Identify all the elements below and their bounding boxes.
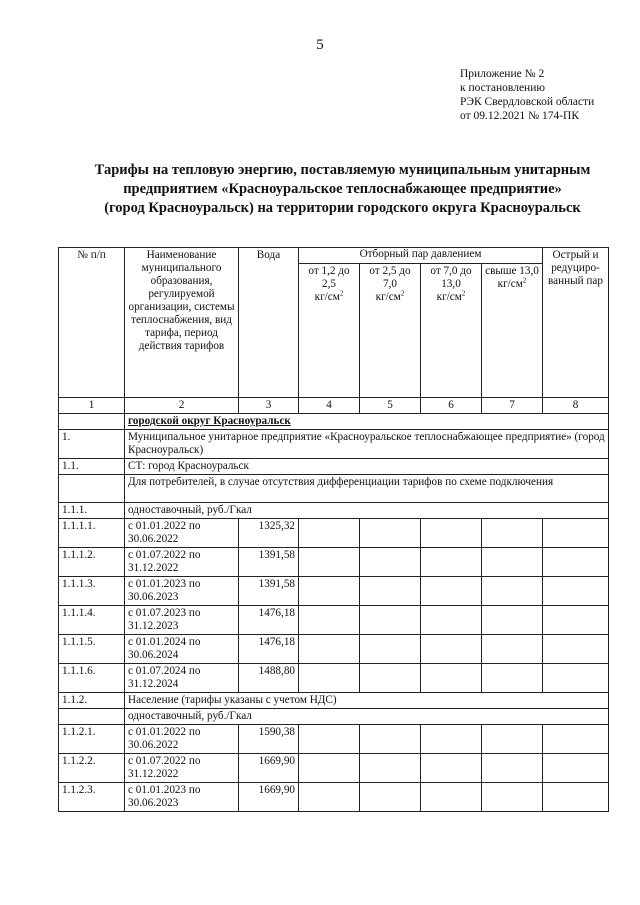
water-tariff: 1391,58 [239, 577, 299, 606]
col-number: 5 [360, 398, 421, 414]
appendix-line: от 09.12.2021 № 174-ПК [460, 110, 580, 122]
empty-cell [421, 577, 482, 606]
col-number: 6 [421, 398, 482, 414]
empty-cell [360, 635, 421, 664]
header-water: Вода [239, 248, 299, 398]
row-number: 1.1. [59, 459, 125, 475]
row-number: 1.1.1. [59, 503, 125, 519]
organization-row [59, 430, 609, 459]
empty-cell [482, 606, 543, 635]
table-row [59, 664, 609, 693]
empty-cell [360, 783, 421, 812]
empty-cell [543, 519, 609, 548]
empty-cell [421, 548, 482, 577]
header-pressure-2: от 2,5 до 7,0 $кг/см^2$ [360, 264, 421, 398]
empty-cell [360, 519, 421, 548]
table-row [59, 783, 609, 812]
water-tariff: 1669,90 [239, 783, 299, 812]
empty-cell [543, 577, 609, 606]
empty-cell [299, 754, 360, 783]
empty-cell [482, 635, 543, 664]
col-number: 8 [543, 398, 609, 414]
row-number: 1.1.1.1. [59, 519, 125, 548]
empty-cell [543, 606, 609, 635]
row-number: 1.1.2. [59, 693, 125, 709]
empty-cell [482, 754, 543, 783]
table-row [59, 725, 609, 754]
row-number: 1.1.1.2. [59, 548, 125, 577]
table-row [59, 635, 609, 664]
empty-cell [360, 577, 421, 606]
empty-cell [59, 414, 125, 430]
table-row [59, 548, 609, 577]
water-tariff: 1476,18 [239, 606, 299, 635]
table-row [59, 754, 609, 783]
col-number: 7 [482, 398, 543, 414]
consumers-row [59, 475, 609, 503]
district-row [59, 414, 609, 430]
empty-cell [543, 754, 609, 783]
title-line: (город Красноуральск) на территории городского округа Красноуральск [104, 200, 581, 216]
empty-cell [299, 635, 360, 664]
appendix-line: к постановлению [460, 82, 545, 94]
water-tariff: 1590,38 [239, 725, 299, 754]
empty-cell [482, 519, 543, 548]
empty-cell [482, 577, 543, 606]
header-steam-group: Отборный пар давлением [299, 248, 543, 264]
row-number: 1.1.2.1. [59, 725, 125, 754]
district-name: городской округ Красноуральск [125, 414, 609, 430]
row-number: 1.1.2.3. [59, 783, 125, 812]
empty-cell [299, 606, 360, 635]
header-sharp-steam: Острый и редуциро-ванный пар [543, 248, 609, 398]
table-row [59, 606, 609, 635]
row-period: с 01.01.2023 по 30.06.2023 [125, 577, 239, 606]
water-tariff: 1488,80 [239, 664, 299, 693]
water-tariff: 1325,32 [239, 519, 299, 548]
empty-cell [59, 709, 125, 725]
empty-cell [421, 754, 482, 783]
empty-cell [421, 783, 482, 812]
empty-cell [360, 548, 421, 577]
organization-name: Муниципальное унитарное предприятие «Красноуральское теплоснабжающее предприятие» (город Красноуральск) [125, 430, 609, 459]
row-number: 1.1.1.4. [59, 606, 125, 635]
row-period: с 01.07.2024 по 31.12.2024 [125, 664, 239, 693]
row-number: 1.1.1.6. [59, 664, 125, 693]
row-period: с 01.07.2023 по 31.12.2023 [125, 606, 239, 635]
empty-cell [421, 519, 482, 548]
col-number: 1 [59, 398, 125, 414]
empty-cell [421, 664, 482, 693]
row-period: с 01.01.2022 по 30.06.2022 [125, 725, 239, 754]
table-row [59, 519, 609, 548]
col-number: 2 [125, 398, 239, 414]
appendix-note [460, 67, 594, 123]
empty-cell [543, 548, 609, 577]
column-number-row [59, 398, 609, 414]
page-number: 5 [316, 37, 324, 53]
section-row [59, 709, 609, 725]
appendix-line: РЭК Свердловской области [460, 96, 595, 108]
empty-cell [543, 664, 609, 693]
row-period: с 01.07.2022 по 31.12.2022 [125, 754, 239, 783]
empty-cell [482, 725, 543, 754]
empty-cell [360, 606, 421, 635]
col-number: 3 [239, 398, 299, 414]
document-title [60, 161, 625, 218]
water-tariff: 1391,58 [239, 548, 299, 577]
empty-cell [360, 664, 421, 693]
population-row [59, 693, 609, 709]
section-row [59, 503, 609, 519]
header-pressure-1: от 1,2 до 2,5 $кг/см^2$ [299, 264, 360, 398]
empty-cell [299, 725, 360, 754]
empty-cell [482, 783, 543, 812]
row-number: 1.1.1.5. [59, 635, 125, 664]
empty-cell [543, 725, 609, 754]
system-name: СТ: город Красноуральск [125, 459, 609, 475]
header-name: Наименование муниципального образования, регулируемой организации, системы теплоснабжения, вид тарифа, период действия тарифов [125, 248, 239, 398]
water-tariff: 1476,18 [239, 635, 299, 664]
row-period: с 01.01.2024 по 30.06.2024 [125, 635, 239, 664]
empty-cell [421, 635, 482, 664]
table-row [59, 577, 609, 606]
section-name: одноставочный, руб./Гкал [125, 709, 609, 725]
row-number: 1.1.2.2. [59, 754, 125, 783]
empty-cell [299, 577, 360, 606]
header-num: № п/п [59, 248, 125, 398]
row-number: 1.1.1.3. [59, 577, 125, 606]
empty-cell [299, 664, 360, 693]
empty-cell [421, 606, 482, 635]
row-number: 1. [59, 430, 125, 459]
title-line: Тарифы на тепловую энергию, поставляемую муниципальным унитарным [94, 162, 591, 178]
row-period: с 01.01.2022 по 30.06.2022 [125, 519, 239, 548]
empty-cell [543, 635, 609, 664]
consumers-note: Для потребителей, в случае отсутствия дифференциации тарифов по схеме подключения [125, 475, 609, 503]
tariff-table [58, 247, 609, 812]
appendix-line: Приложение № 2 [460, 68, 545, 80]
empty-cell [360, 754, 421, 783]
empty-cell [360, 725, 421, 754]
empty-cell [482, 548, 543, 577]
header-pressure-4: свыше 13,0 $кг/см^2$ [482, 264, 543, 398]
population-name: Население (тарифы указаны с учетом НДС) [125, 693, 609, 709]
section-name: одноставочный, руб./Гкал [125, 503, 609, 519]
system-row [59, 459, 609, 475]
empty-cell [299, 783, 360, 812]
water-tariff: 1669,90 [239, 754, 299, 783]
title-line: предприятием «Красноуральское теплоснабжающее предприятие» [123, 181, 562, 197]
empty-cell [299, 548, 360, 577]
row-period: с 01.01.2023 по 30.06.2023 [125, 783, 239, 812]
empty-cell [421, 725, 482, 754]
header-pressure-3: от 7,0 до 13,0 $кг/см^2$ [421, 264, 482, 398]
row-period: с 01.07.2022 по 31.12.2022 [125, 548, 239, 577]
empty-cell [543, 783, 609, 812]
empty-cell [59, 475, 125, 503]
empty-cell [299, 519, 360, 548]
col-number: 4 [299, 398, 360, 414]
empty-cell [482, 664, 543, 693]
